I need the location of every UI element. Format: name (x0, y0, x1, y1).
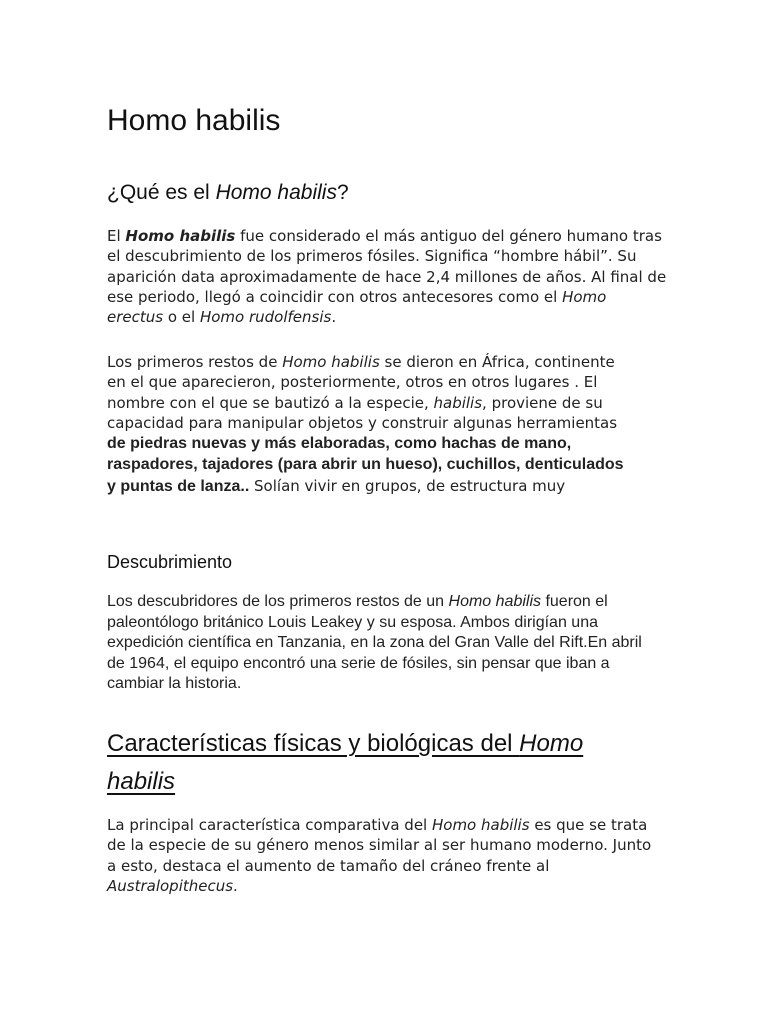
section-heading-caracteristicas: Características físicas y biológicas del Homo habilis (107, 730, 584, 795)
page-title: Homo habilis (107, 104, 281, 137)
paragraph-descubrimiento: Los descubridores de los primeros restos de un Homo habilis fueron el paleontólogo británico Louis Leakey y su esposa. Ambos dirigían una expedición científica en Tanzania, en la zona del Gran Valle del Rift.En abril de 1964, el equipo encontró una serie de fósiles, sin pensar que iban a cambiar la historia. (107, 593, 647, 693)
paragraph-caracteristicas: La principal característica comparativa del Homo habilis es que se trata de la especie de su género menos similar al ser humano moderno. Junto a esto, destaca el aumento de tamaño del cráneo frente al Australopithecus. (107, 816, 656, 895)
section-heading-que-es: ¿Qué es el Homo habilis? (107, 181, 349, 204)
paragraph-restos: Los primeros restos de Homo habilis se dieron en África, continente en el que aparecieron, posteriormente, otros en otros lugares . El nombre con el que se bautizó a la especie, habilis, proviene de su capacidad para manipular objetos y construir algunas herramientas de piedras nuevas y más elaboradas, como hachas de mano, raspadores, tajadores (para abrir un hueso), cuchillos, denticulados y puntas de lanza.. Solían vivir en grupos, de estructura muy (107, 353, 629, 495)
paragraph-intro: El Homo habilis fue considerado el más antiguo del género humano tras el descubrimiento de los primeros fósiles. Significa “hombre hábil”. Su aparición data aproximadamente de hace 2,4 millones de años. Al final de ese periodo, llegó a coincidir con otros antecesores como el Homo erectus o el Homo rudolfensis. (107, 227, 671, 327)
section-heading-descubrimiento: Descubrimiento (107, 552, 233, 572)
